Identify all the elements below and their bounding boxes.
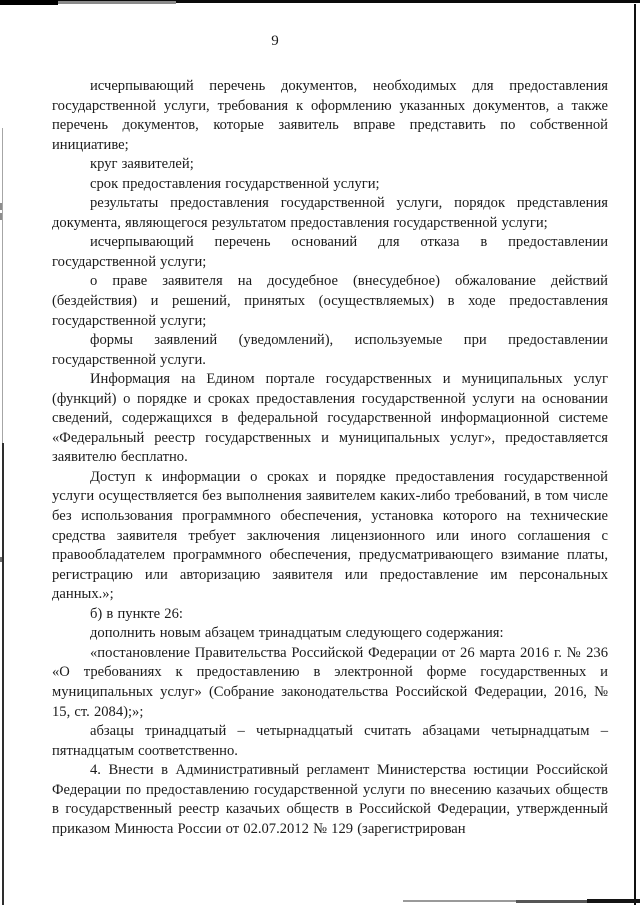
document-body	[52, 77, 608, 839]
scan-edge-bottom-black	[587, 899, 640, 903]
paragraph: Информация на Едином портале государственных и муниципальных услуг (функций) о порядке и сроках предоставления государственной услуги на основании сведений, содержащихся в федеральной государственной информационной системе «Федеральный реестр государственных и муниципальных услуг», предоставляется заявителю бесплатно.	[52, 371, 608, 466]
paragraph: «постановление Правительства Российской Федерации от 26 марта 2016 г. № 236 «О требованиях к предоставлению в электронной форме государственных и муниципальных услуг» (Собрание законодательства Российской Федерации, 2016, № 15, ст. 2084);»;	[52, 644, 608, 720]
scan-edge-left-dark	[2, 443, 4, 905]
scan-edge-left-tick	[0, 213, 2, 220]
scan-edge-left-gray	[2, 128, 3, 443]
scan-edge-bottom-gray	[403, 900, 640, 902]
scan-edge-right	[634, 4, 636, 905]
scan-edge-top-thick	[0, 0, 58, 5]
paragraph: исчерпывающий перечень оснований для отказа в предоставлении государственной услуги;	[52, 234, 608, 270]
scan-edge-top-gray	[58, 1, 176, 4]
paragraph: б) в пункте 26:	[90, 605, 183, 622]
paragraph: 4. Внести в Административный регламент Министерства юстиции Российской Федерации по предоставлению государственной услуги по внесению казачьих обществ в государственный реестр казачьих обществ в Российской Федерации, утвержденный приказом Минюста России от 02.07.2012 № 129 (зарегистрирован	[52, 762, 608, 837]
scan-edge-left-tick	[0, 557, 2, 562]
paragraph: результаты предоставления государственной услуги, порядок представления документа, являющегося результатом предоставления государственной услуги;	[52, 195, 608, 231]
paragraph: срок предоставления государственной услуги;	[90, 175, 380, 192]
paragraph: круг заявителей;	[90, 156, 194, 173]
paragraph: о праве заявителя на досудебное (внесудебное) обжалование действий (бездействия) и решений, принятых (осуществляемых) в ходе предоставления государственной услуги;	[52, 273, 608, 329]
scan-edge-bottom-dark	[516, 900, 640, 903]
page-number: 9	[271, 33, 279, 49]
scan-edge-left-tick	[0, 203, 2, 210]
paragraph: дополнить новым абзацем тринадцатым следующего содержания:	[90, 625, 504, 642]
paragraph: Доступ к информации о сроках и порядке предоставления государственной услуги осуществляется без выполнения заявителем каких-либо требований, в том числе без использования программного обеспечения, установка которого на технические средства заявителя требует заключения лицензионного или иного соглашения с правообладателем программного обеспечения, предусматривающего взимание платы, регистрацию или авторизацию заявителя или предоставление им персональных данных.»;	[52, 468, 608, 603]
scan-edge-top	[0, 0, 640, 3]
paragraph: формы заявлений (уведомлений), используемые при предоставлении государственной услуги.	[52, 332, 608, 368]
paragraph: исчерпывающий перечень документов, необходимых для предоставления государственной услуги, требования к оформлению указанных документов, а также перечень документов, которые заявитель вправе представить по собственной инициативе;	[52, 78, 608, 153]
paragraph: абзацы тринадцатый – четырнадцатый считать абзацами четырнадцатым – пятнадцатым соответственно.	[52, 723, 608, 759]
